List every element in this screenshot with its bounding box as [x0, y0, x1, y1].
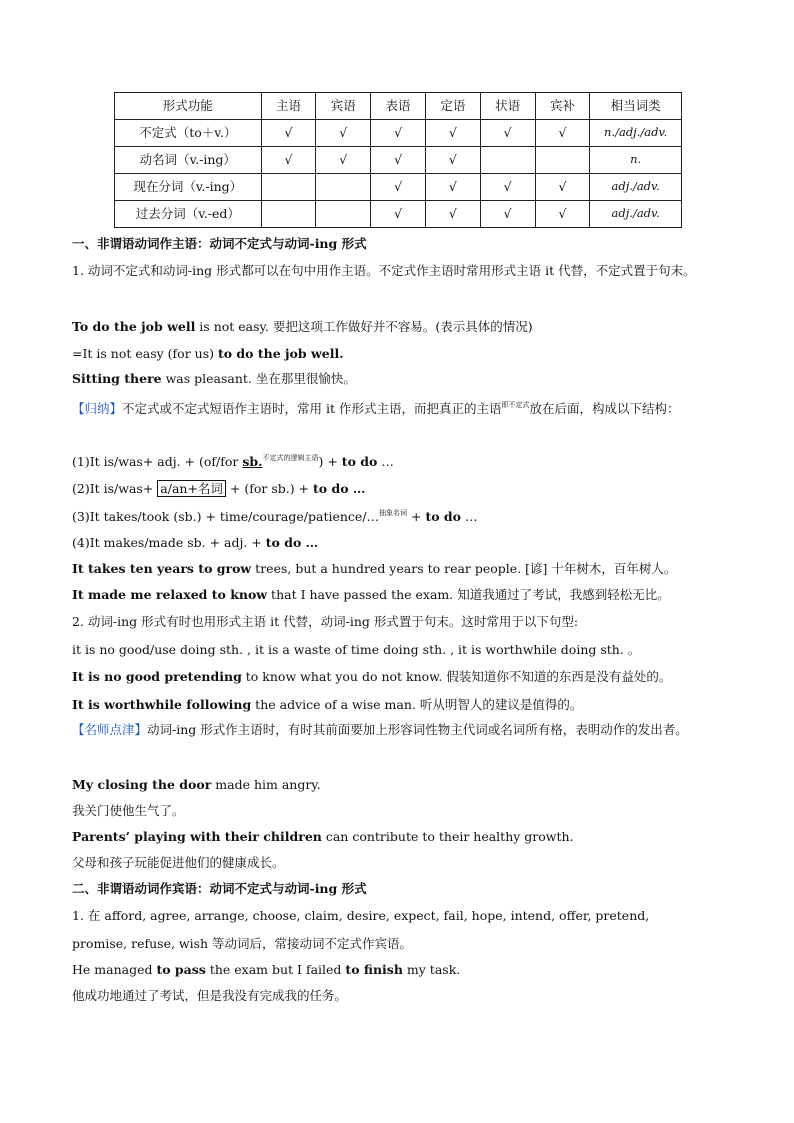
formula-1-b: ) +: [318, 454, 342, 469]
table-cell: [316, 201, 371, 228]
table-cell: √: [371, 147, 426, 174]
table-cell: [480, 147, 535, 174]
table-cell: [261, 174, 316, 201]
section-1-heading: 一、非谓语动词作主语：动词不定式与动词-ing 形式: [72, 236, 367, 251]
table-header-cell: 宾语: [316, 93, 371, 120]
example-9-bold: Parents’ playing with their children: [72, 829, 322, 844]
formula-3-todo: to do: [425, 509, 461, 524]
section-2-paragraph-line-1: 1. 在 afford, agree, arrange, choose, claim, desire, expect, fail, hope, intend, offer, pretend,: [72, 908, 650, 923]
table-cell: √: [425, 120, 480, 147]
example-4-bold: It takes ten years to grow: [72, 561, 252, 576]
table-cell: √: [261, 120, 316, 147]
formula-1-a: (1)It is/was+ adj. + (of/for: [72, 454, 243, 469]
table-header-cell: 主语: [261, 93, 316, 120]
example-6-text: to know what you do not know. 假装知道你不知道的东西是没有益处的。: [241, 669, 672, 684]
section-2-example-d: my task.: [402, 962, 461, 977]
table-cell: √: [425, 147, 480, 174]
formula-1-sb: sb.: [242, 454, 263, 469]
paragraph-1: 1. 动词不定式和动词-ing 形式都可以在句中用作主语。不定式作主语时常用形式主语 it 代替，不定式置于句末。: [72, 263, 696, 278]
example-1-text: is not easy. 要把这项工作做好并不容易。(表示具体的情况): [195, 319, 533, 334]
paragraph-2-patterns: it is no good/use doing sth. , it is a waste of time doing sth. , it is worthwhile doing sth. 。: [72, 642, 641, 657]
table-cell: [261, 201, 316, 228]
table-cell: √: [535, 120, 590, 147]
example-1-bold: To do the job well: [72, 319, 196, 334]
table-row: [115, 201, 682, 228]
example-7-bold: It is worthwhile following: [72, 697, 252, 712]
table-cell: √: [480, 201, 535, 228]
table-cell-form: 动名词（v.-ing）: [115, 147, 262, 174]
table-cell: √: [480, 120, 535, 147]
example-2-text: =It is not easy (for us): [72, 346, 218, 361]
table-cell-class: adj./adv.: [590, 201, 682, 228]
example-3: [72, 371, 356, 386]
table-cell: √: [371, 174, 426, 201]
summary-text-a: 不定式或不定式短语作主语时，常用 it 作形式主语，而把真正的主语: [122, 401, 502, 416]
formula-1-todo: to do: [341, 454, 378, 469]
section-2-example: [72, 962, 460, 977]
table-header-row: [115, 93, 682, 120]
section-2-heading: 二、非谓语动词作宾语：动词不定式与动词-ing 形式: [72, 881, 367, 896]
example-4: [72, 561, 676, 576]
table-row: [115, 147, 682, 174]
formula-3-a: (3)It takes/took (sb.) + time/courage/patience/…: [72, 509, 380, 524]
table-cell: √: [425, 174, 480, 201]
table-header-cell: 表语: [371, 93, 426, 120]
example-3-text: was pleasant. 坐在那里很愉快。: [161, 371, 356, 386]
table-row: [115, 120, 682, 147]
example-7-text: the advice of a wise man. 听从明智人的建议是值得的。: [251, 697, 583, 712]
summary-text-b: 放在后面，构成以下结构：: [529, 401, 680, 416]
example-1: [72, 319, 533, 334]
example-6-bold: It is no good pretending: [72, 669, 242, 684]
table-cell-class: n.: [590, 147, 682, 174]
formula-4: [72, 535, 318, 550]
tip-text: 动词-ing 形式作主语时，有时其前面要加上形容词性物主代词或名词所有格，表明动作的发出者。: [147, 722, 688, 737]
example-7: [72, 697, 582, 712]
example-3-bold: Sitting there: [72, 371, 162, 386]
table-cell: √: [316, 147, 371, 174]
formula-1-superscript: 不定式的逻辑主语: [262, 454, 319, 462]
table-cell-form: 不定式（to＋v.）: [115, 120, 262, 147]
table-header-cell: 相当词类: [590, 93, 682, 120]
formula-3: [72, 509, 477, 524]
table-cell: √: [371, 201, 426, 228]
section-2-example-bold-1: to pass: [156, 962, 206, 977]
example-8-text: made him angry.: [211, 777, 321, 792]
table-cell: √: [480, 174, 535, 201]
section-2-example-a: He managed: [72, 962, 157, 977]
formula-2-a: (2)It is/was+: [72, 481, 158, 496]
table-cell-class: n./adj./adv.: [590, 120, 682, 147]
example-9: [72, 829, 574, 844]
example-8: [72, 777, 321, 792]
table-header-cell: 形式功能: [115, 93, 262, 120]
table-header-cell: 状语: [480, 93, 535, 120]
example-5-bold: It made me relaxed to know: [72, 587, 268, 602]
example-8-bold: My closing the door: [72, 777, 212, 792]
example-6: [72, 669, 671, 684]
example-9-text: can contribute to their healthy growth.: [321, 829, 574, 844]
example-2: [72, 346, 344, 361]
example-5: [72, 587, 670, 602]
table-cell: √: [535, 174, 590, 201]
example-8-translation: 我关门使他生气了。: [72, 803, 185, 818]
table-cell: [316, 174, 371, 201]
section-2-paragraph-line-2: promise, refuse, wish 等动词后，常接动词不定式作宾语。: [72, 936, 413, 951]
table-cell: √: [425, 201, 480, 228]
table-cell-form: 现在分词（v.-ing）: [115, 174, 262, 201]
function-table: [114, 92, 682, 228]
formula-3-c: …: [461, 509, 478, 524]
section-2-example-c: the exam but I failed: [205, 962, 346, 977]
example-2-bold: to do the job well.: [217, 346, 344, 361]
table-header-cell: 定语: [425, 93, 480, 120]
table-cell: [535, 147, 590, 174]
example-4-text: trees, but a hundred years to rear people. [谚] 十年树木，百年树人。: [251, 561, 677, 576]
table-header-cell: 宾补: [535, 93, 590, 120]
formula-3-b: +: [407, 509, 426, 524]
table-cell-form: 过去分词（v.-ed）: [115, 201, 262, 228]
table-row: [115, 174, 682, 201]
section-2-example-bold-2: to finish: [345, 962, 403, 977]
formula-4-a: (4)It makes/made sb. + adj. +: [72, 535, 266, 550]
table-cell-class: adj./adv.: [590, 174, 682, 201]
summary-note: [72, 392, 720, 422]
summary-superscript: 即不定式: [501, 401, 530, 409]
formula-3-superscript: 抽象名词: [379, 509, 408, 517]
formula-2-boxed: a/an+名词: [157, 480, 226, 497]
summary-tag: 【归纳】: [72, 401, 123, 416]
section-2-example-translation: 他成功地通过了考试，但是我没有完成我的任务。: [72, 988, 348, 1003]
table-cell: √: [316, 120, 371, 147]
formula-2-b: + (for sb.) +: [225, 481, 314, 496]
formula-4-todo: to do …: [265, 535, 319, 550]
example-5-text: that I have passed the exam. 知道我通过了考试，我感到轻松无比。: [267, 587, 670, 602]
table-cell: √: [261, 147, 316, 174]
formula-1-c: …: [377, 454, 394, 469]
tip-note: [72, 717, 720, 743]
formula-2: [72, 481, 365, 496]
formula-1: [72, 454, 394, 469]
table-cell: √: [371, 120, 426, 147]
example-9-translation: 父母和孩子玩能促进他们的健康成长。: [72, 855, 285, 870]
table-cell: √: [535, 201, 590, 228]
paragraph-2: 2. 动词-ing 形式有时也用形式主语 it 代替，动词-ing 形式置于句末。这时常用于以下句型:: [72, 614, 579, 629]
tip-tag: 【名师点津】: [72, 722, 148, 737]
formula-2-todo: to do …: [313, 481, 366, 496]
